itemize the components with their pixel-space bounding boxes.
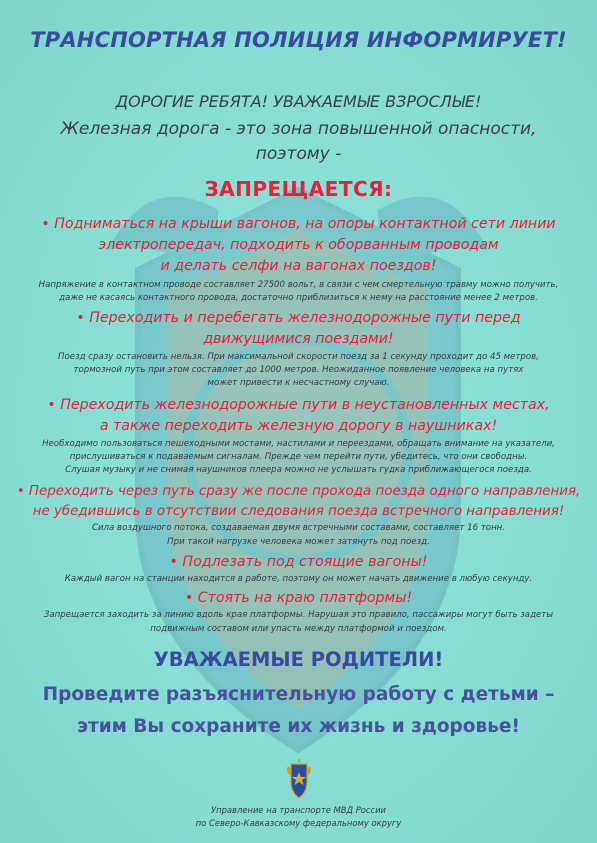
rule-4-note-1: Сила воздушного потока, создаваемая двумя встречными составами, составляет 16 тонн.	[91, 523, 506, 533]
mvd-emblem-icon	[285, 756, 313, 800]
rule-3-note-1: Необходимо пользоваться пешеходными мостами, настилами и переездами, обращать внимание на указатели,	[42, 439, 555, 449]
rule-2-line-1: • Переходить и перебегать железнодорожные пути перед	[0, 310, 597, 326]
rule-6-line-1: • Стоять на краю платформы!	[0, 590, 597, 606]
rule-2-note-2: тормозной путь при этом составляет до 1000 метров. Неожиданное появление человека на путях	[73, 365, 524, 375]
rule-1-line-1: • Подниматься на крыши вагонов, на опоры контактной сети линии	[0, 216, 597, 232]
rule-3-note-3: Слушая музыку и не снимая наушников плеера можно не услышать гудка приближающегося поезда.	[65, 465, 532, 475]
parents-heading: УВАЖАЕМЫЕ РОДИТЕЛИ!	[153, 648, 444, 671]
intro-line-1: Железная дорога - это зона повышенной опасности,	[60, 119, 537, 139]
rule-2-line-2: движущимися поездами!	[203, 331, 394, 347]
rule-1-note-1: Напряжение в контактном проводе составляет 27500 вольт, в связи с чем смертельную травму можно получить,	[38, 280, 559, 290]
organization-line-2: по Северо-Кавказскому федеральному округу	[195, 818, 402, 828]
rule-1-note-2: даже не касаясь контактного провода, достаточно приблизиться к нему на расстояние менее 2 метров.	[59, 293, 538, 303]
rule-1-line-3: и делать селфи на вагонах поездов!	[160, 258, 437, 274]
rule-4-note-2: При такой нагрузке человека может затянуть под поезд.	[167, 537, 430, 547]
rule-6-note-1: Запрещается заходить за линию вдоль края платформы. Нарушая это правило, пассажиры могут быть задеты	[43, 610, 554, 620]
organization-line-1: Управление на транспорте МВД России	[211, 805, 386, 815]
closing-line-1: Проведите разъяснительную работу с детьми –	[42, 684, 555, 705]
rule-3-line-1: • Переходить железнодорожные пути в неустановленных местах,	[0, 397, 597, 413]
rule-3-note-2: прислушиваться к подаваемым сигналам. Прежде чем перейти пути, убедитесь, что они свободны.	[69, 452, 528, 462]
rule-2-note-1: Поезд сразу остановить нельзя. При максимальной скорости поезд за 1 секунду проходит до 45 метров,	[58, 352, 539, 362]
rule-3-line-2: а также переходить железную дорогу в наушниках!	[99, 418, 498, 434]
forbidden-heading: ЗАПРЕЩАЕТСЯ:	[204, 177, 393, 201]
rule-2-note-3: может привести к несчастному случаю.	[207, 378, 390, 388]
rule-6-note-2: подвижным составом или упасть между платформой и поездом.	[150, 624, 447, 634]
closing-line-2: этим Вы сохраните их жизнь и здоровье!	[77, 716, 520, 737]
intro-line-2: поэтому -	[255, 144, 342, 164]
rule-5-note-1: Каждый вагон на станции находится в работе, поэтому он может начать движение в любую секунду.	[64, 574, 533, 584]
rule-1-line-2: электропередач, подходить к оборванным проводам	[98, 237, 499, 253]
rule-5-line-1: • Подлезать под стоящие вагоны!	[0, 554, 597, 570]
rule-4-line-1: • Переходить через путь сразу же после прохода поезда одного направления,	[0, 484, 597, 499]
page-title: ТРАНСПОРТНАЯ ПОЛИЦИЯ ИНФОРМИРУЕТ!	[30, 28, 567, 52]
greeting: ДОРОГИЕ РЕБЯТА! УВАЖАЕМЫЕ ВЗРОСЛЫЕ!	[115, 92, 482, 111]
rule-4-line-2: не убедившись в отсутствии следования поезда встречного направления!	[32, 504, 565, 519]
